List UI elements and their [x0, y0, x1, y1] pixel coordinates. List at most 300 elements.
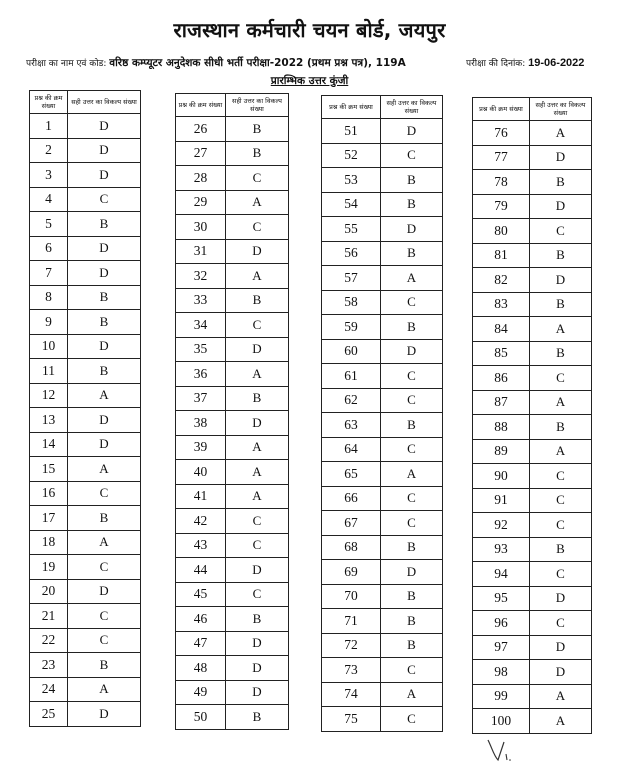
question-number: 39	[176, 435, 226, 460]
table-row	[322, 633, 443, 658]
table-row	[30, 261, 141, 286]
exam-name: वरिष्ठ कम्प्यूटर अनुदेशक सीधी भर्ती परीक्षा-2022 (प्रथम प्रश्न पत्र), 119A	[109, 57, 406, 69]
answer-option: B	[226, 141, 289, 166]
header-question-number: प्रश्न की क्रम संख्या	[322, 96, 381, 119]
table-row	[176, 607, 289, 632]
answer-option: B	[530, 170, 592, 195]
table-row	[30, 653, 141, 678]
answer-option: C	[530, 562, 592, 587]
table-row	[322, 388, 443, 413]
question-number: 15	[30, 457, 68, 482]
question-number: 74	[322, 682, 381, 707]
question-number: 46	[176, 607, 226, 632]
table-row	[30, 212, 141, 237]
question-number: 53	[322, 168, 381, 193]
question-number: 41	[176, 484, 226, 509]
table-row	[176, 582, 289, 607]
answer-option: C	[381, 486, 443, 511]
answer-option: B	[530, 292, 592, 317]
question-number: 88	[473, 415, 530, 440]
table-row	[473, 366, 592, 391]
answer-option: D	[530, 145, 592, 170]
table-header-row	[473, 98, 592, 121]
answer-option: D	[226, 411, 289, 436]
answer-option: C	[226, 215, 289, 240]
question-number: 81	[473, 243, 530, 268]
question-number: 22	[30, 628, 68, 653]
answer-option: D	[226, 631, 289, 656]
answer-option: C	[68, 481, 141, 506]
table-row	[473, 488, 592, 513]
answer-option: C	[381, 707, 443, 732]
question-number: 6	[30, 236, 68, 261]
question-number: 19	[30, 555, 68, 580]
table-row	[473, 317, 592, 342]
answer-option: D	[68, 163, 141, 188]
question-number: 9	[30, 310, 68, 335]
table-row	[473, 341, 592, 366]
answer-option: D	[381, 217, 443, 242]
question-number: 97	[473, 635, 530, 660]
question-number: 85	[473, 341, 530, 366]
answer-option: B	[381, 192, 443, 217]
question-number: 71	[322, 609, 381, 634]
answer-option: D	[381, 560, 443, 585]
answer-option: D	[226, 680, 289, 705]
answer-option: A	[530, 684, 592, 709]
answer-option: B	[381, 315, 443, 340]
table-row	[473, 121, 592, 146]
question-number: 12	[30, 383, 68, 408]
header-correct-option: सही उत्तर का विकल्प संख्या	[226, 94, 289, 117]
question-number: 78	[473, 170, 530, 195]
table-row	[30, 677, 141, 702]
question-number: 49	[176, 680, 226, 705]
table-row	[176, 411, 289, 436]
header-correct-option: सही उत्तर का विकल्प संख्या	[68, 91, 141, 114]
table-row	[473, 292, 592, 317]
table-row	[322, 266, 443, 291]
answer-option: D	[530, 586, 592, 611]
table-row	[30, 408, 141, 433]
question-number: 3	[30, 163, 68, 188]
question-number: 1	[30, 114, 68, 139]
question-number: 54	[322, 192, 381, 217]
table-row	[30, 163, 141, 188]
question-number: 27	[176, 141, 226, 166]
answer-option: B	[226, 705, 289, 730]
answer-option: D	[68, 334, 141, 359]
answer-option: D	[68, 138, 141, 163]
table-row	[322, 217, 443, 242]
question-number: 20	[30, 579, 68, 604]
question-number: 29	[176, 190, 226, 215]
question-number: 50	[176, 705, 226, 730]
table-row	[176, 362, 289, 387]
question-number: 23	[30, 653, 68, 678]
table-row	[30, 334, 141, 359]
answer-option: C	[226, 166, 289, 191]
question-number: 57	[322, 266, 381, 291]
answer-option: D	[530, 635, 592, 660]
answer-option: B	[381, 413, 443, 438]
question-number: 75	[322, 707, 381, 732]
table-row	[473, 611, 592, 636]
answer-option: D	[68, 432, 141, 457]
answer-option: C	[381, 143, 443, 168]
answer-option: B	[68, 506, 141, 531]
answer-option: B	[68, 212, 141, 237]
answer-option: D	[226, 337, 289, 362]
question-number: 31	[176, 239, 226, 264]
answer-key-title: प्रारम्भिक उत्तर कुंजी	[270, 75, 349, 87]
question-number: 66	[322, 486, 381, 511]
question-number: 84	[473, 317, 530, 342]
table-row	[176, 484, 289, 509]
answer-option: D	[226, 656, 289, 681]
table-row	[322, 192, 443, 217]
question-number: 100	[473, 709, 530, 734]
question-number: 24	[30, 677, 68, 702]
answer-option: B	[530, 537, 592, 562]
question-number: 52	[322, 143, 381, 168]
answer-option: A	[381, 266, 443, 291]
table-header-row	[176, 94, 289, 117]
table-row	[176, 631, 289, 656]
answer-option: C	[68, 555, 141, 580]
answer-option: C	[530, 464, 592, 489]
question-number: 56	[322, 241, 381, 266]
answer-option: C	[226, 582, 289, 607]
answer-option: A	[381, 462, 443, 487]
answer-option: B	[381, 633, 443, 658]
table-row	[30, 481, 141, 506]
answer-table-4	[472, 97, 592, 734]
table-row	[473, 660, 592, 685]
answer-option: C	[68, 628, 141, 653]
table-row	[176, 239, 289, 264]
question-number: 77	[473, 145, 530, 170]
table-row	[473, 415, 592, 440]
table-row	[30, 187, 141, 212]
table-row	[322, 535, 443, 560]
board-title: राजस्थान कर्मचारी चयन बोर्ड, जयपुर	[173, 18, 446, 42]
question-number: 11	[30, 359, 68, 384]
question-number: 69	[322, 560, 381, 585]
date-label: परीक्षा की दिनांक:	[466, 59, 526, 69]
table-row	[176, 435, 289, 460]
question-number: 16	[30, 481, 68, 506]
answer-option: A	[68, 530, 141, 555]
table-row	[176, 264, 289, 289]
table-row	[30, 383, 141, 408]
table-row	[30, 702, 141, 727]
answer-option: D	[530, 660, 592, 685]
question-number: 92	[473, 513, 530, 538]
question-number: 40	[176, 460, 226, 485]
answer-option: D	[226, 239, 289, 264]
answer-option: A	[226, 264, 289, 289]
answer-option: D	[68, 261, 141, 286]
question-number: 60	[322, 339, 381, 364]
answer-option: B	[381, 168, 443, 193]
table-row	[322, 658, 443, 683]
answer-option: A	[226, 460, 289, 485]
answer-option: A	[226, 362, 289, 387]
header-question-number: प्रश्न की क्रम संख्या	[473, 98, 530, 121]
table-row	[30, 359, 141, 384]
table-row	[176, 386, 289, 411]
answer-option: A	[68, 383, 141, 408]
question-number: 44	[176, 558, 226, 583]
table-row	[30, 310, 141, 335]
table-row	[30, 236, 141, 261]
question-number: 93	[473, 537, 530, 562]
table-row	[473, 243, 592, 268]
question-number: 4	[30, 187, 68, 212]
question-number: 37	[176, 386, 226, 411]
table-row	[473, 684, 592, 709]
question-number: 2	[30, 138, 68, 163]
question-number: 55	[322, 217, 381, 242]
question-number: 91	[473, 488, 530, 513]
header-correct-option: सही उत्तर का विकल्प संख्या	[530, 98, 592, 121]
question-number: 73	[322, 658, 381, 683]
question-number: 36	[176, 362, 226, 387]
table-row	[322, 462, 443, 487]
question-number: 83	[473, 292, 530, 317]
table-row	[322, 707, 443, 732]
table-row	[176, 313, 289, 338]
question-number: 35	[176, 337, 226, 362]
answer-option: A	[530, 390, 592, 415]
answer-option: B	[530, 415, 592, 440]
table-row	[30, 579, 141, 604]
question-number: 48	[176, 656, 226, 681]
table-row	[322, 511, 443, 536]
answer-option: A	[530, 121, 592, 146]
answer-option: C	[226, 313, 289, 338]
answer-option: B	[381, 609, 443, 634]
answer-option: C	[530, 366, 592, 391]
answer-option: C	[381, 511, 443, 536]
answer-option: A	[226, 190, 289, 215]
answer-option: D	[381, 119, 443, 144]
answer-option: B	[68, 285, 141, 310]
table-row	[176, 705, 289, 730]
answer-option: C	[226, 533, 289, 558]
question-number: 79	[473, 194, 530, 219]
answer-option: B	[226, 386, 289, 411]
question-number: 65	[322, 462, 381, 487]
answer-option: B	[381, 584, 443, 609]
table-row	[176, 533, 289, 558]
table-row	[473, 194, 592, 219]
question-number: 51	[322, 119, 381, 144]
table-row	[176, 656, 289, 681]
answer-table-2	[175, 93, 289, 730]
question-number: 10	[30, 334, 68, 359]
answer-option: B	[226, 288, 289, 313]
table-row	[473, 390, 592, 415]
table-row	[30, 555, 141, 580]
answer-option: B	[381, 535, 443, 560]
question-number: 32	[176, 264, 226, 289]
question-number: 30	[176, 215, 226, 240]
table-row	[473, 219, 592, 244]
table-row	[30, 432, 141, 457]
question-number: 63	[322, 413, 381, 438]
header-question-number: प्रश्न की क्रम संख्या	[176, 94, 226, 117]
question-number: 96	[473, 611, 530, 636]
table-row	[473, 268, 592, 293]
table-row	[322, 486, 443, 511]
table-row	[30, 604, 141, 629]
table-row	[473, 635, 592, 660]
question-number: 82	[473, 268, 530, 293]
question-number: 99	[473, 684, 530, 709]
answer-option: B	[381, 241, 443, 266]
answer-option: B	[68, 359, 141, 384]
answer-option: C	[68, 187, 141, 212]
table-row	[176, 215, 289, 240]
exam-date	[466, 56, 584, 69]
table-row	[473, 439, 592, 464]
answer-option: A	[530, 709, 592, 734]
answer-option: C	[381, 388, 443, 413]
table-row	[30, 285, 141, 310]
question-number: 8	[30, 285, 68, 310]
table-row	[176, 190, 289, 215]
table-row	[322, 560, 443, 585]
answer-option: C	[68, 604, 141, 629]
answer-option: C	[381, 364, 443, 389]
table-row	[30, 457, 141, 482]
question-number: 18	[30, 530, 68, 555]
exam-label: परीक्षा का नाम एवं कोड:	[26, 59, 107, 69]
question-number: 13	[30, 408, 68, 433]
answer-option: B	[68, 310, 141, 335]
table-row	[176, 117, 289, 142]
table-row	[176, 680, 289, 705]
table-row	[473, 537, 592, 562]
question-number: 34	[176, 313, 226, 338]
question-number: 70	[322, 584, 381, 609]
answer-option: D	[68, 408, 141, 433]
table-row	[176, 337, 289, 362]
question-number: 47	[176, 631, 226, 656]
table-row	[30, 138, 141, 163]
answer-option: C	[530, 219, 592, 244]
table-row	[176, 460, 289, 485]
question-number: 33	[176, 288, 226, 313]
answer-option: C	[381, 658, 443, 683]
table-header-row	[322, 96, 443, 119]
question-number: 45	[176, 582, 226, 607]
table-row	[30, 506, 141, 531]
table-row	[473, 464, 592, 489]
answer-option: C	[381, 290, 443, 315]
table-row	[322, 241, 443, 266]
header-correct-option: सही उत्तर का विकल्प संख्या	[381, 96, 443, 119]
question-number: 7	[30, 261, 68, 286]
exam-info	[26, 56, 406, 70]
answer-option: D	[68, 236, 141, 261]
table-row	[176, 558, 289, 583]
question-number: 98	[473, 660, 530, 685]
question-number: 64	[322, 437, 381, 462]
question-number: 76	[473, 121, 530, 146]
answer-option: A	[226, 484, 289, 509]
answer-table-3	[321, 95, 443, 732]
table-row	[176, 166, 289, 191]
answer-option: A	[226, 435, 289, 460]
answer-option: A	[68, 677, 141, 702]
table-row	[473, 562, 592, 587]
answer-option: B	[530, 341, 592, 366]
table-row	[322, 168, 443, 193]
table-row	[322, 290, 443, 315]
question-number: 80	[473, 219, 530, 244]
table-row	[176, 509, 289, 534]
answer-option: B	[226, 607, 289, 632]
answer-option: B	[226, 117, 289, 142]
table-row	[322, 437, 443, 462]
table-row	[30, 530, 141, 555]
question-number: 58	[322, 290, 381, 315]
question-number: 90	[473, 464, 530, 489]
question-number: 17	[30, 506, 68, 531]
table-row	[322, 609, 443, 634]
question-number: 28	[176, 166, 226, 191]
question-number: 86	[473, 366, 530, 391]
table-row	[473, 145, 592, 170]
question-number: 95	[473, 586, 530, 611]
question-number: 62	[322, 388, 381, 413]
table-row	[30, 628, 141, 653]
answer-option: C	[530, 513, 592, 538]
answer-option: D	[68, 702, 141, 727]
answer-table-1	[29, 90, 141, 727]
question-number: 43	[176, 533, 226, 558]
question-number: 38	[176, 411, 226, 436]
answer-option: D	[530, 268, 592, 293]
table-row	[176, 141, 289, 166]
answer-option: A	[381, 682, 443, 707]
table-row	[322, 143, 443, 168]
answer-option: D	[530, 194, 592, 219]
table-row	[473, 709, 592, 734]
table-row	[473, 170, 592, 195]
question-number: 26	[176, 117, 226, 142]
question-number: 25	[30, 702, 68, 727]
question-number: 61	[322, 364, 381, 389]
question-number: 68	[322, 535, 381, 560]
question-number: 94	[473, 562, 530, 587]
table-row	[322, 119, 443, 144]
question-number: 67	[322, 511, 381, 536]
answer-option: D	[68, 579, 141, 604]
table-row	[473, 586, 592, 611]
question-number: 59	[322, 315, 381, 340]
question-number: 5	[30, 212, 68, 237]
table-row	[322, 315, 443, 340]
question-number: 14	[30, 432, 68, 457]
answer-option: A	[68, 457, 141, 482]
answer-option: C	[226, 509, 289, 534]
table-row	[322, 364, 443, 389]
signature-mark	[484, 736, 524, 764]
